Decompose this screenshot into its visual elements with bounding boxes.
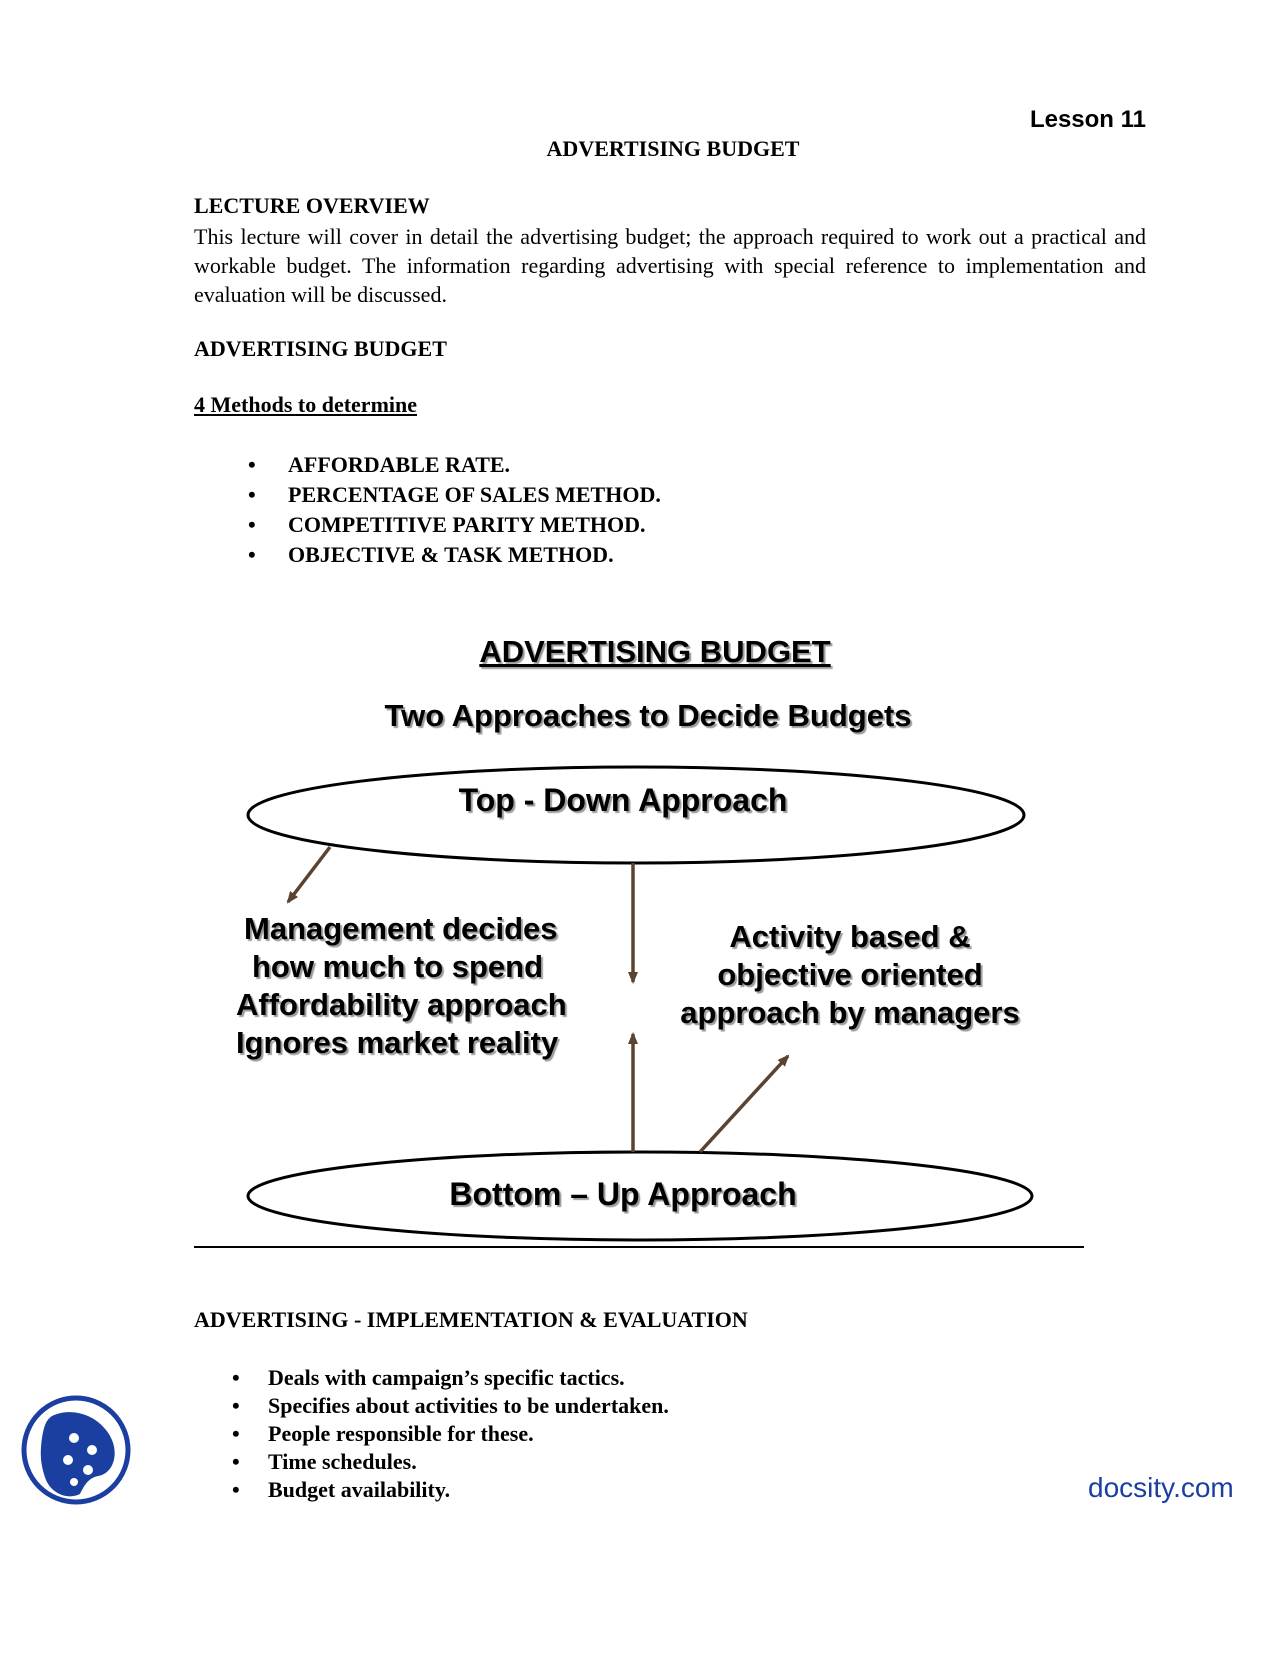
description-line: Activity based & bbox=[729, 919, 971, 954]
top-down-label: Top - Down Approach bbox=[458, 782, 788, 818]
docsity-logo-icon[interactable] bbox=[18, 1390, 138, 1510]
list-item: • PERCENTAGE OF SALES METHOD. bbox=[244, 480, 661, 510]
list-item: • Budget availability. bbox=[228, 1476, 669, 1504]
methods-heading: 4 Methods to determine bbox=[194, 392, 418, 417]
bottom-up-label: Bottom – Up Approach bbox=[449, 1176, 797, 1212]
list-item: • People responsible for these. bbox=[228, 1420, 669, 1448]
top-down-description bbox=[234, 910, 567, 1062]
docsity-link[interactable]: docsity.com bbox=[1088, 1472, 1234, 1503]
list-item: • Specifies about activities to be undertaken. bbox=[228, 1392, 669, 1420]
implementation-list bbox=[228, 1364, 669, 1504]
list-item: • Time schedules. bbox=[228, 1448, 669, 1476]
lesson-number: Lesson 11 bbox=[1029, 106, 1146, 133]
document-title: ADVERTISING BUDGET bbox=[546, 136, 800, 161]
description-line: approach by managers bbox=[680, 995, 1020, 1030]
arrow-bottom-up-to-activity bbox=[700, 1056, 788, 1152]
list-item: • COMPETITIVE PARITY METHOD. bbox=[244, 510, 661, 540]
horizontal-divider bbox=[194, 1246, 1084, 1248]
budget-heading: ADVERTISING BUDGET bbox=[194, 336, 447, 361]
arrow-top-down-to-management bbox=[288, 847, 330, 902]
diagram-title: ADVERTISING BUDGET bbox=[479, 634, 831, 669]
diagram-subtitle: Two Approaches to Decide Budgets bbox=[384, 698, 912, 733]
description-line: Ignores market reality bbox=[236, 1025, 559, 1060]
list-item: • OBJECTIVE & TASK METHOD. bbox=[244, 540, 661, 570]
description-line: objective oriented bbox=[717, 957, 983, 992]
list-item: • Deals with campaign’s specific tactics. bbox=[228, 1364, 669, 1392]
overview-paragraph: This lecture will cover in detail the advertising budget; the approach required to work out a practical and workable budget. The information regarding advertising with special reference to implementation and evaluation will be discussed. bbox=[194, 224, 1146, 307]
list-item: • AFFORDABLE RATE. bbox=[244, 450, 661, 480]
description-line: Management decides bbox=[244, 911, 558, 946]
bottom-up-description bbox=[660, 918, 1040, 1032]
description-line: Affordability approach bbox=[236, 987, 567, 1022]
implementation-heading: ADVERTISING - IMPLEMENTATION & EVALUATION bbox=[194, 1307, 748, 1332]
description-line: how much to spend bbox=[252, 949, 544, 984]
overview-heading: LECTURE OVERVIEW bbox=[194, 193, 430, 218]
